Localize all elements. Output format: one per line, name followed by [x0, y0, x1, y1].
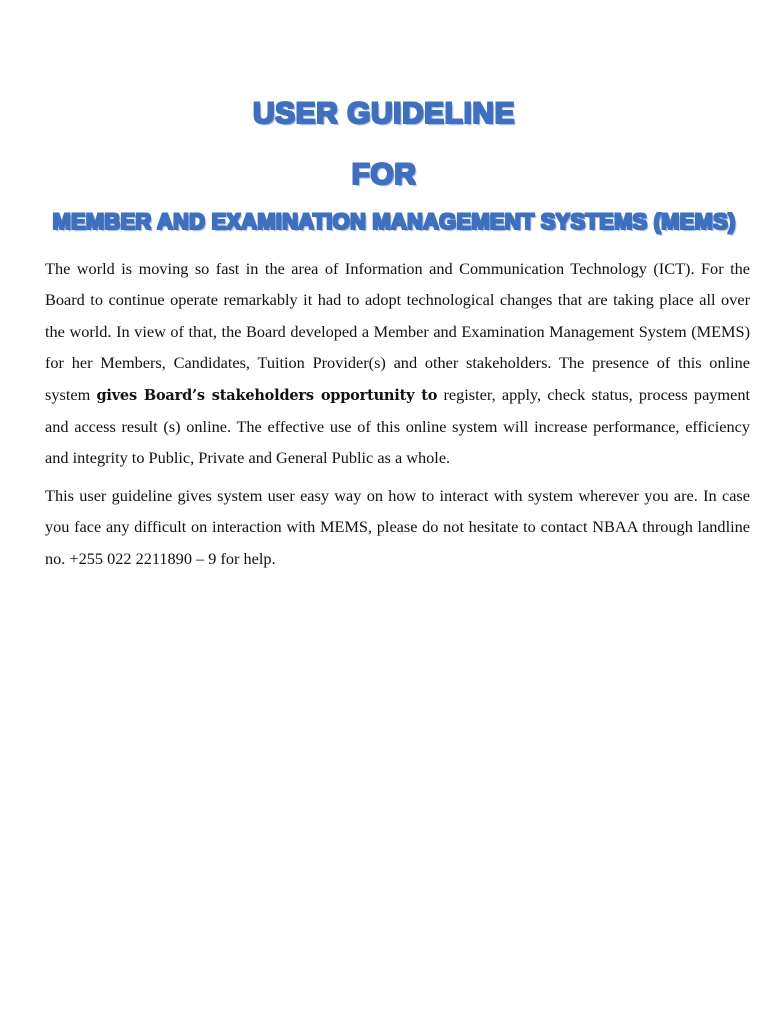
document-title	[0, 94, 768, 134]
intro-paragraph-part2: register, apply, check status, process payment and access result (s) online. The effective use of this online system will increase performance, efficiency and integrity to Public, Private and General Public as a whole.	[45, 384, 750, 468]
intro-paragraph-emphasis: gives Board’s stakeholders opportunity to	[96, 386, 438, 404]
document-for-text: FOR	[351, 158, 417, 191]
document-subtitle	[10, 207, 768, 237]
intro-paragraph-part1: The world is moving so fast in the area of Information and Communication Technology (ICT). For the Board to continue operate remarkably it had to adopt technological changes that are taking place all over the world. In view of that, the Board developed a Member and Examination Management System (MEMS) for her Members, Candidates, Tuition Provider(s) and other stakeholders. The presence of this online system	[45, 259, 750, 404]
guideline-paragraph: This user guideline gives system user easy way on how to interact with system wherever you are. In case you face any difficult on interaction with MEMS, please do not hesitate to contact NBAA through landline no. +255 022 2211890 – 9 for help.	[45, 486, 750, 568]
document-title-text: USER GUIDELINE	[252, 97, 516, 130]
document-for-label	[0, 155, 768, 195]
document-subtitle-text: MEMBER AND EXAMINATION MANAGEMENT SYSTEMS (MEMS)	[52, 209, 736, 234]
intro-paragraph	[45, 253, 750, 474]
